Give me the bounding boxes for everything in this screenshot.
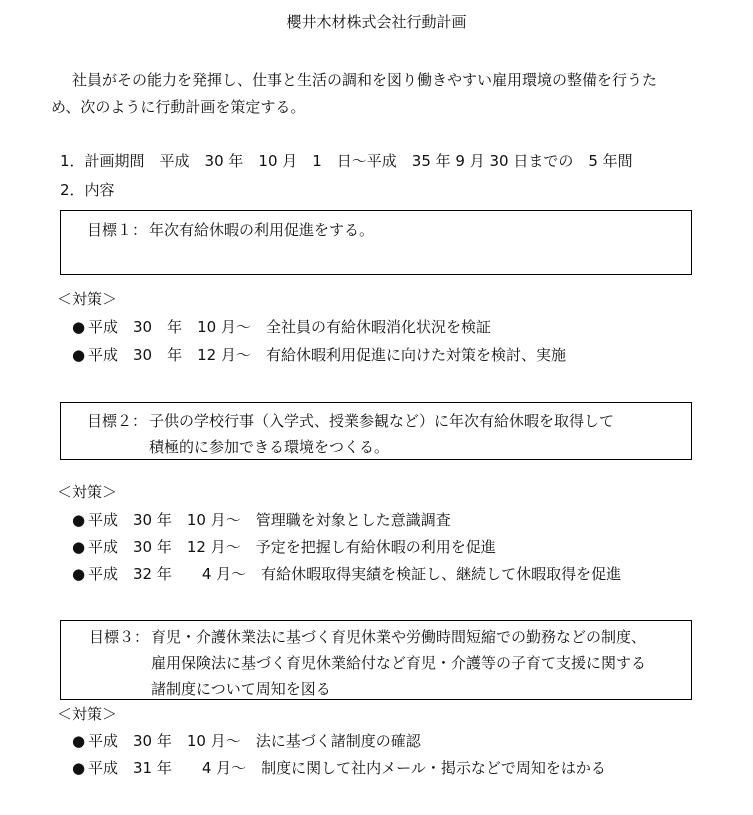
goal-3-measures-label: ＜対策＞ [57,705,118,723]
goal-3-label: 目標３： [89,628,150,646]
goal-1-measure-1 [72,317,491,337]
bullet-icon: ● [72,759,86,777]
goal-1-box [60,210,692,275]
bullet-icon: ● [72,538,86,556]
goal-2-text-line-2: 積極的に参加できる環境をつくる。 [149,438,390,456]
goal-2-label: 目標２： [87,412,148,430]
goal-3-box [60,620,692,700]
plan-period: 1．計画期間 平成 30 年 10 月 1 日～平成 35 年 9 月 30 日までの 5 年間 [60,152,633,170]
goal-3-text-line-2: 雇用保険法に基づく育児休業給付など育児・介護等の子育て支援に関する [151,654,647,672]
goal-1-label: 目標１： [87,221,148,239]
goal-3-measure-1 [72,731,421,751]
bullet-icon: ● [72,318,86,336]
measure-text: 平成 30 年 12 月～ 予定を把握し有給休暇の利用を促進 [88,538,496,556]
measure-text: 平成 32 年 4 月～ 有給休暇取得実績を検証し、継続して休暇取得を促進 [88,565,622,583]
goal-2-measure-1 [72,510,451,530]
intro-line-2: め、次のように行動計画を策定する。 [51,98,306,116]
contents-heading: 2．内容 [60,181,115,199]
goal-3-text-line-1: 育児・介護休業法に基づく育児休業や労働時間短縮での勤務などの制度、 [151,628,647,646]
measure-text: 平成 30 年 12 月～ 有給休暇利用促進に向けた対策を検討、実施 [88,346,566,364]
intro-line-1: 社員がその能力を発揮し、仕事と生活の調和を図り働きやすい雇用環境の整備を行うた [72,71,658,89]
bullet-icon: ● [72,565,86,583]
bullet-icon: ● [72,511,86,529]
goal-3-measure-2 [72,758,606,778]
bullet-icon: ● [72,346,86,364]
measure-text: 平成 30 年 10 月～ 法に基づく諸制度の確認 [88,732,421,750]
goal-2-measure-3 [72,564,621,584]
goal-2-text-line-1: 子供の学校行事（入学式、授業参観など）に年次有給休暇を取得して [149,412,615,430]
measure-text: 平成 31 年 4 月～ 制度に関して社内メール・掲示などで周知をはかる [88,759,606,777]
measure-text: 平成 30 年 10 月～ 管理職を対象とした意識調査 [88,511,451,529]
goal-1-measure-2 [72,345,566,365]
document-title: 櫻井木材株式会社行動計画 [286,13,467,31]
goal-2-measures-label: ＜対策＞ [57,483,118,501]
goal-2-measure-2 [72,537,496,557]
measure-text: 平成 30 年 10 月～ 全社員の有給休暇消化状況を検証 [88,318,491,336]
goal-2-box [60,402,692,460]
goal-1-text-line-1: 年次有給休暇の利用促進をする。 [149,221,375,239]
bullet-icon: ● [72,732,86,750]
goal-3-text-line-3: 諸制度について周知を図る [151,680,331,698]
goal-1-measures-label: ＜対策＞ [57,290,118,308]
